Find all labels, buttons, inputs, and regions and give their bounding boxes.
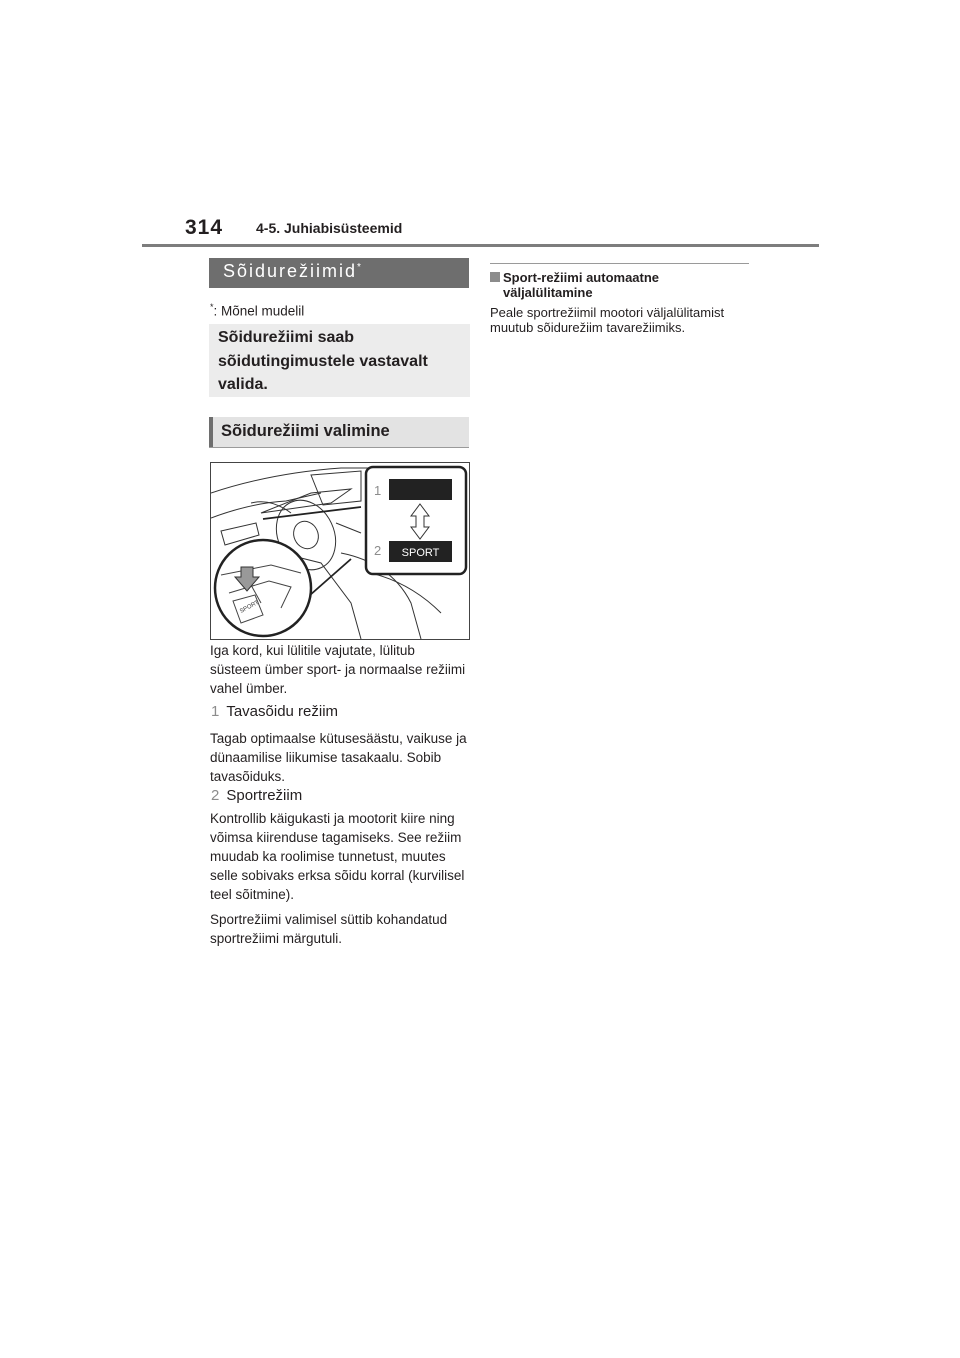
footnote-mark: *: [210, 302, 214, 312]
item-2-text: Kontrollib käigukasti ja mootorit kiire ning võimsa kiirenduse tagamiseks. See režiim muudab ka roolimise tunnetust, muutes selle sobivaks erksa sõidu korral (kurvilisel teel sõitmine).: [210, 811, 465, 902]
sport-indicator-label: SPORT: [401, 547, 440, 559]
summary-box: [209, 324, 470, 397]
item-2-title: Sportrežiim: [226, 787, 303, 804]
right-column-divider: [490, 263, 749, 264]
item-1-title: Tavasõidu režiim: [226, 703, 339, 720]
drive-mode-illustration: [210, 462, 470, 640]
footnote-text: : Mõnel mudelil: [213, 303, 305, 319]
page-title: Sõidurežiimid*: [223, 261, 363, 281]
title-footnote-mark: *: [357, 262, 363, 273]
item-2-number: 2: [211, 787, 220, 804]
right-heading-line2: väljalülitamine: [503, 285, 593, 300]
right-heading-line1: Sport-režiimi automaatne: [503, 270, 660, 285]
summary-text: Sõidurežiimi saab sõidutingimustele vastavalt valida.: [218, 329, 428, 393]
page-title-bar: [209, 258, 469, 288]
subsection-title: Sõidurežiimi valimine: [221, 422, 390, 440]
footnote: [210, 302, 304, 319]
callout-1: 1: [374, 483, 382, 498]
normal-indicator: [389, 479, 452, 500]
item-1-heading: [211, 703, 338, 720]
subsection-title-bar: [209, 417, 469, 447]
zoom-circle: [215, 540, 311, 636]
intro-paragraph: Iga kord, kui lülitile vajutate, lülitub süsteem ümber sport- ja normaalse režiimi vahel ümber.: [210, 643, 466, 696]
item-1-text: Tagab optimaalse kütusesäästu, vaikuse ja dünaamilise liikumise tasakaalu. Sobib tavasõiduks.: [210, 731, 467, 784]
sport-switch-label: SPORT: [239, 599, 261, 615]
header-divider: [142, 244, 819, 247]
item-2-heading: [211, 787, 302, 804]
item-2-note: Sportrežiimi valimisel süttib kohandatud sportrežiimi märgutuli.: [210, 912, 448, 946]
subsection-divider: [209, 447, 469, 448]
right-body-text: Peale sportrežiimil mootori väljalülitamist muutub sõidurežiim tavarežiimiks.: [490, 305, 725, 335]
section-title: 4-5. Juhiabisüsteemid: [256, 220, 403, 236]
square-bullet-icon: [490, 272, 500, 282]
right-heading: [490, 270, 749, 300]
page-number: 314: [185, 216, 224, 239]
callout-2: 2: [374, 543, 382, 558]
dashboard-drawing: [211, 463, 469, 639]
item-1-number: 1: [211, 703, 220, 720]
subsection-accent: [209, 417, 213, 447]
